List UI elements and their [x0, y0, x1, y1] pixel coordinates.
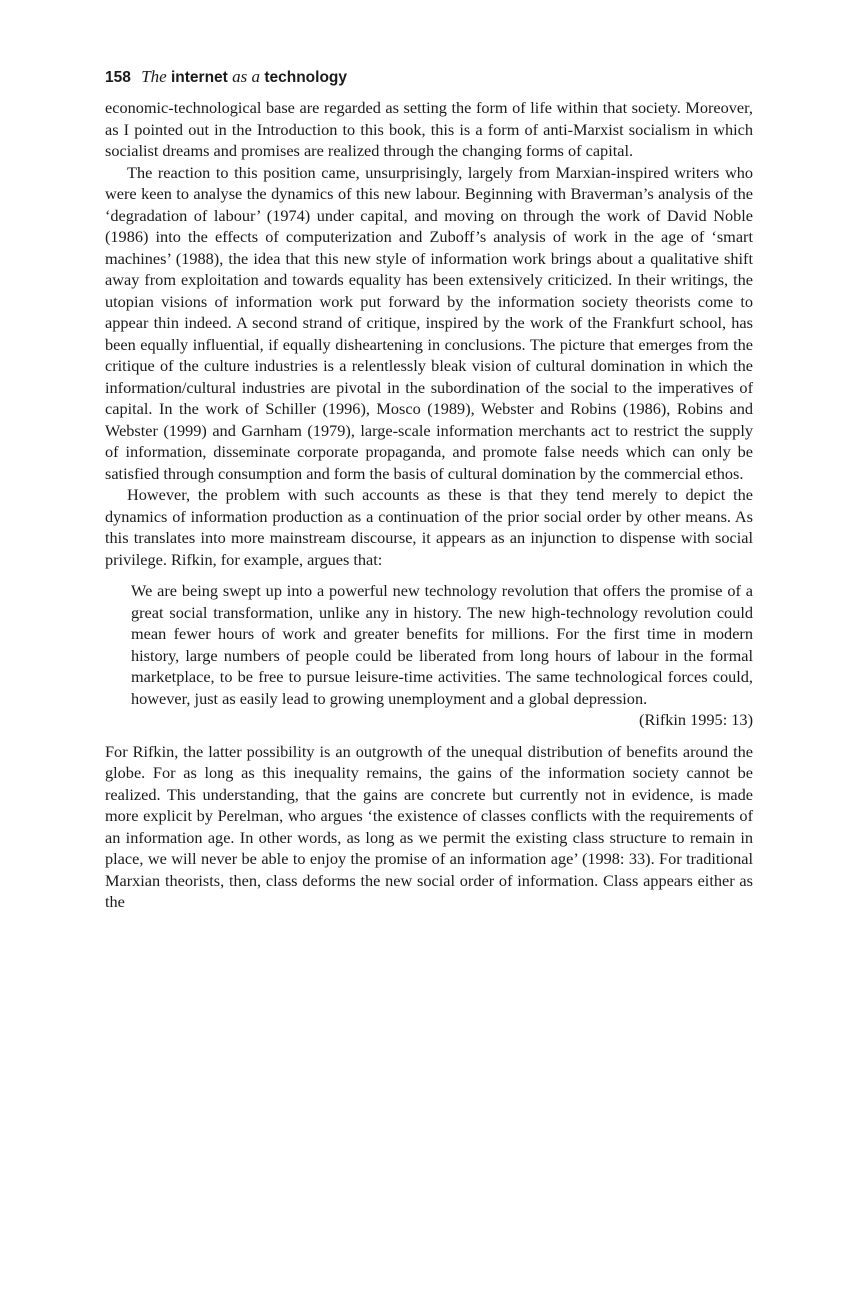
page-number: 158: [105, 69, 131, 86]
quote-citation: (Rifkin 1995: 13): [639, 710, 753, 729]
paragraph-1: economic-technological base are regarded as setting the form of life within that society. Moreover, as I pointed out in the Introduction to this book, this is a form of anti-Marxist socialism in which socialist dreams and promises are realized through the changing forms of capital.: [105, 98, 753, 160]
book-page: [105, 64, 753, 913]
paragraph-3: However, the problem with such accounts as these is that they tend merely to depict the dynamics of information production as a continuation of the prior social order by other means. As this translates into more mainstream discourse, it appears as an injunction to dispense with social privilege. Rifkin, for example, argues that:: [105, 485, 753, 569]
paragraph-4: For Rifkin, the latter possibility is an outgrowth of the unequal distribution of benefits around the globe. For as long as this inequality remains, the gains of the information society cannot be realized. This understanding, that the gains are concrete but currently not in evidence, is made more explicit by Perelman, who argues ‘the existence of classes conflicts with the requirements of an information age. In other words, as long as we permit the existing class structure to remain in place, we will never be able to enjoy the promise of an information age’ (1998: 33). For traditional Marxian theorists, then, class deforms the new social order of information. Class appears either as the: [105, 741, 753, 911]
running-header: [105, 64, 753, 91]
block-quote: We are being swept up into a powerful new technology revolution that offers the promise of a great social transformation, unlike any in history. The new high-technology revolution could mean fewer hours of work and greater benefits for millions. For the first time in modern history, large numbers of people could be liberated from long hours of labour in the formal marketplace, to be free to pursue leisure-time activities. The same technological forces could, however, just as easily lead to growing unemployment and a global depression.: [131, 581, 753, 708]
header-title-technology: technology: [264, 69, 348, 86]
header-title-as-a: as a: [232, 67, 261, 86]
header-title-the: The: [141, 67, 167, 86]
header-title-internet: internet: [171, 69, 228, 86]
paragraph-2: The reaction to this position came, unsurprisingly, largely from Marxian-inspired writers who were keen to analyse the dynamics of this new labour. Beginning with Braverman’s analysis of the ‘degradation of labour’ (1974) under capital, and moving on through the work of David Noble (1986) into the effects of computerization and Zuboff’s analysis of work in the age of ‘smart machines’ (1988), the idea that this new style of information work brings about a qualitative shift away from exploitation and towards equality has been extensively criticized. In their writings, the utopian visions of information work put forward by the information society theorists come to appear thin indeed. A second strand of critique, inspired by the work of the Frankfurt school, has been equally influential, if equally disheartening in conclusions. The picture that emerges from the critique of the culture industries is a relentlessly bleak vision of cultural domination in which the information/cultural industries are pivotal in the subordination of the social to the imperatives of capital. In the work of Schiller (1996), Mosco (1989), Webster and Robins (1986), Robins and Webster (1999) and Garnham (1979), large-scale information merchants act to restrict the supply of information, disseminate corporate propaganda, and promote false needs which can only be satisfied through consumption and form the basis of cultural domination by the commercial ethos.: [105, 162, 753, 483]
